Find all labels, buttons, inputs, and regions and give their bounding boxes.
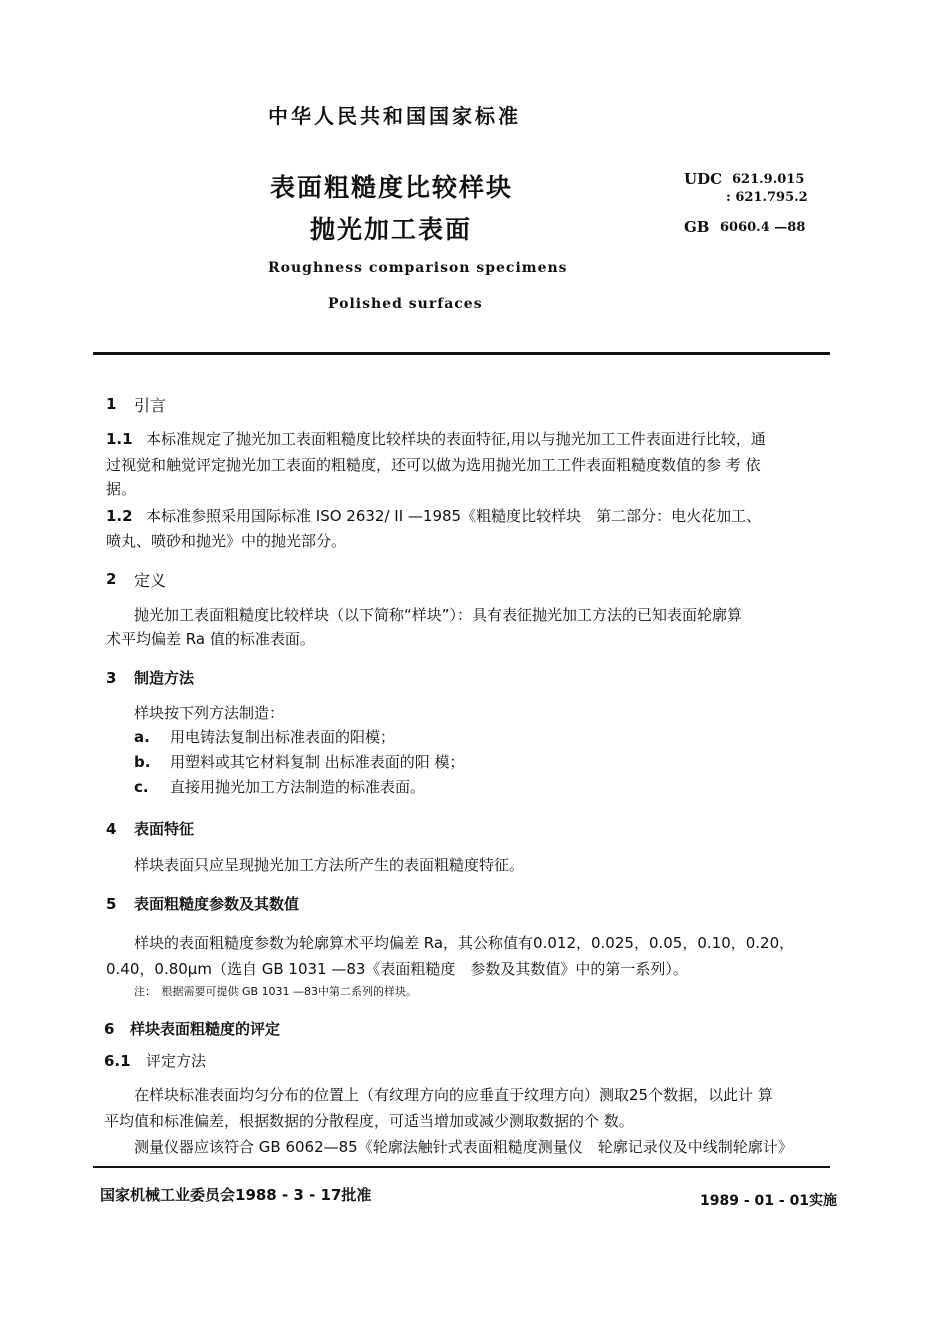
- section-1-number: 1: [106, 395, 117, 413]
- section-3-intro: 样块按下列方法制造：: [134, 704, 285, 722]
- list-item-mark: c.: [134, 778, 149, 796]
- section-3-title: 制造方法: [134, 669, 195, 687]
- clause-1-1-line3: 据。: [106, 480, 137, 498]
- approval-line: 国家机械工业委员会1988 - 3 - 17批准: [100, 1186, 372, 1204]
- udc-code2: : 621.795.2: [726, 190, 808, 205]
- list-item-text: 用塑料或其它材料复制 出标准表面的阳 模；: [170, 753, 465, 771]
- clause-1-1-line2: 过视觉和触觉评定抛光加工表面的粗糙度，还可以做为选用抛光加工工件表面粗糙度数值的参 考 依: [106, 456, 761, 474]
- list-item-mark: a.: [134, 728, 150, 746]
- section-5-line2: 0.40，0.80μm（选自 GB 1031 —83《表面粗糙度 参数及其数值》中的第一系列）。: [106, 960, 688, 978]
- clause-1-2-line2: 喷丸、喷砂和抛光》中的抛光部分。: [106, 532, 347, 550]
- section-6-number: 6: [104, 1020, 115, 1038]
- section-5-note: 注： 根据需要可提供 GB 1031 —83中第二系列的样块。: [134, 985, 418, 998]
- section-1-title: 引言: [134, 396, 167, 415]
- gb-label: GB: [684, 218, 710, 236]
- header-divider: [93, 352, 830, 355]
- gb-code: 6060.4 —88: [720, 220, 806, 235]
- section-5-line1: 样块的表面粗糙度参数为轮廓算术平均偏差 Ra，其公称值有0.012，0.025，0.05，0.10，0.20，: [134, 934, 795, 952]
- section-2-line1: 抛光加工表面粗糙度比较样块（以下简称“样块”）：具有表征抛光加工方法的已知表面轮廓算: [134, 606, 743, 624]
- title-en-line2: Polished surfaces: [328, 296, 483, 312]
- clause-1-1-line1: 本标准规定了抛光加工表面粗糙度比较样块的表面特征,用以与抛光加工工件表面进行比较，通: [146, 430, 766, 448]
- section-4-number: 4: [106, 820, 117, 838]
- clause-6-1-line3: 测量仪器应该符合 GB 6062—85《轮廓法触针式表面粗糙度测量仪 轮廓记录仪及中线制轮廓计》: [134, 1138, 793, 1156]
- clause-1-2-line1: 本标准参照采用国际标准 ISO 2632/ II —1985《粗糙度比较样块 第二部分：电火花加工、: [146, 507, 762, 525]
- clause-6-1-line1: 在样块标准表面均匀分布的位置上（有纹理方向的应垂直于纹理方向）测取25个数据，以此计 算: [134, 1086, 773, 1104]
- section-4-text: 样块表面只应呈现抛光加工方法所产生的表面粗糙度特征。: [134, 856, 525, 874]
- list-item-mark: b.: [134, 753, 151, 771]
- clause-6-1-title: 评定方法: [146, 1052, 207, 1070]
- title-cn-line1: 表面粗糙度比较样块: [270, 173, 514, 202]
- list-item-text: 用电铸法复制出标准表面的阳模；: [170, 728, 396, 746]
- national-standard-heading: 中华人民共和国国家标准: [268, 104, 521, 128]
- section-5-number: 5: [106, 895, 117, 913]
- udc-label: UDC: [684, 170, 723, 188]
- section-4-title: 表面特征: [134, 820, 195, 838]
- section-5-title: 表面粗糙度参数及其数值: [134, 895, 300, 913]
- footer-divider: [93, 1166, 830, 1168]
- udc-code1: 621.9.015: [732, 172, 805, 187]
- clause-1-2-number: 1.2: [106, 507, 133, 525]
- clause-1-1-number: 1.1: [106, 430, 133, 448]
- section-2-number: 2: [106, 570, 117, 588]
- section-2-line2: 术平均偏差 Ra 值的标准表面。: [106, 630, 315, 648]
- section-2-title: 定义: [134, 571, 167, 590]
- title-cn-line2: 抛光加工表面: [310, 215, 473, 244]
- clause-6-1-line2: 平均值和标准偏差，根据数据的分散程度，可适当增加或减少测取数据的个 数。: [104, 1112, 634, 1130]
- title-en-line1: Roughness comparison specimens: [268, 260, 568, 276]
- section-3-number: 3: [106, 669, 117, 687]
- list-item-text: 直接用抛光加工方法制造的标准表面。: [170, 778, 426, 796]
- section-6-title: 样块表面粗糙度的评定: [130, 1020, 281, 1038]
- clause-6-1-number: 6.1: [104, 1052, 131, 1070]
- effective-date: 1989 - 01 - 01实施: [700, 1193, 838, 1209]
